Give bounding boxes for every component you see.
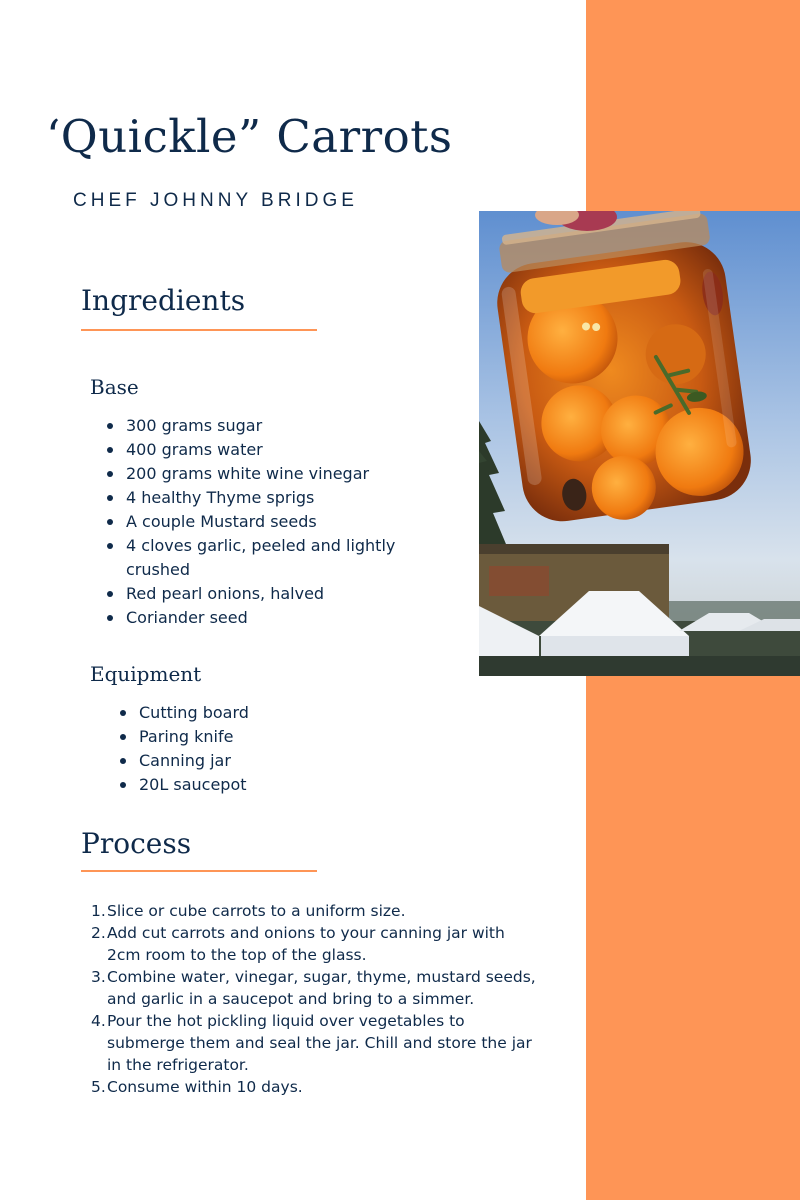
list-item: 300 grams sugar bbox=[126, 414, 416, 438]
recipe-title: ‘Quickle” Carrots bbox=[46, 110, 453, 163]
ingredients-underline bbox=[81, 329, 317, 331]
list-item bbox=[91, 966, 537, 1010]
list-item: 200 grams white wine vinegar bbox=[126, 462, 416, 486]
ingredients-heading: Ingredients bbox=[81, 284, 246, 317]
process-steps bbox=[91, 900, 537, 1098]
list-item bbox=[91, 1076, 537, 1098]
step-number: 3. bbox=[91, 968, 106, 986]
list-item bbox=[91, 1010, 537, 1076]
process-underline bbox=[81, 870, 317, 872]
list-item: 4 healthy Thyme sprigs bbox=[126, 486, 416, 510]
list-item: Canning jar bbox=[139, 749, 399, 773]
list-item: A couple Mustard seeds bbox=[126, 510, 416, 534]
step-text: Combine water, vinegar, sugar, thyme, mustard seeds, and garlic in a saucepot and bring to a simmer. bbox=[107, 968, 536, 1008]
step-number: 4. bbox=[91, 1012, 106, 1030]
chef-name: CHEF JOHNNY BRIDGE bbox=[73, 190, 358, 211]
step-number: 2. bbox=[91, 924, 106, 942]
list-item: Red pearl onions, halved bbox=[126, 582, 416, 606]
list-item: 4 cloves garlic, peeled and lightly crushed bbox=[126, 534, 416, 582]
step-number: 5. bbox=[91, 1078, 106, 1096]
step-text: Add cut carrots and onions to your canning jar with 2cm room to the top of the glass. bbox=[107, 924, 505, 964]
equipment-heading: Equipment bbox=[90, 662, 202, 686]
equipment-list bbox=[139, 701, 399, 797]
list-item: 20L saucepot bbox=[139, 773, 399, 797]
step-text: Slice or cube carrots to a uniform size. bbox=[107, 902, 406, 920]
pickled-carrots-jar-photo bbox=[479, 211, 800, 676]
list-item: Cutting board bbox=[139, 701, 399, 725]
step-number: 1. bbox=[91, 902, 106, 920]
list-item: 400 grams water bbox=[126, 438, 416, 462]
step-text: Pour the hot pickling liquid over vegetables to submerge them and seal the jar. Chill and store the jar in the refrigerator. bbox=[107, 1012, 532, 1074]
base-ingredient-list bbox=[126, 414, 416, 630]
list-item bbox=[91, 900, 537, 922]
process-heading: Process bbox=[81, 827, 192, 860]
step-text: Consume within 10 days. bbox=[107, 1078, 303, 1096]
list-item: Coriander seed bbox=[126, 606, 416, 630]
list-item: Paring knife bbox=[139, 725, 399, 749]
base-heading: Base bbox=[90, 375, 139, 399]
list-item bbox=[91, 922, 537, 966]
